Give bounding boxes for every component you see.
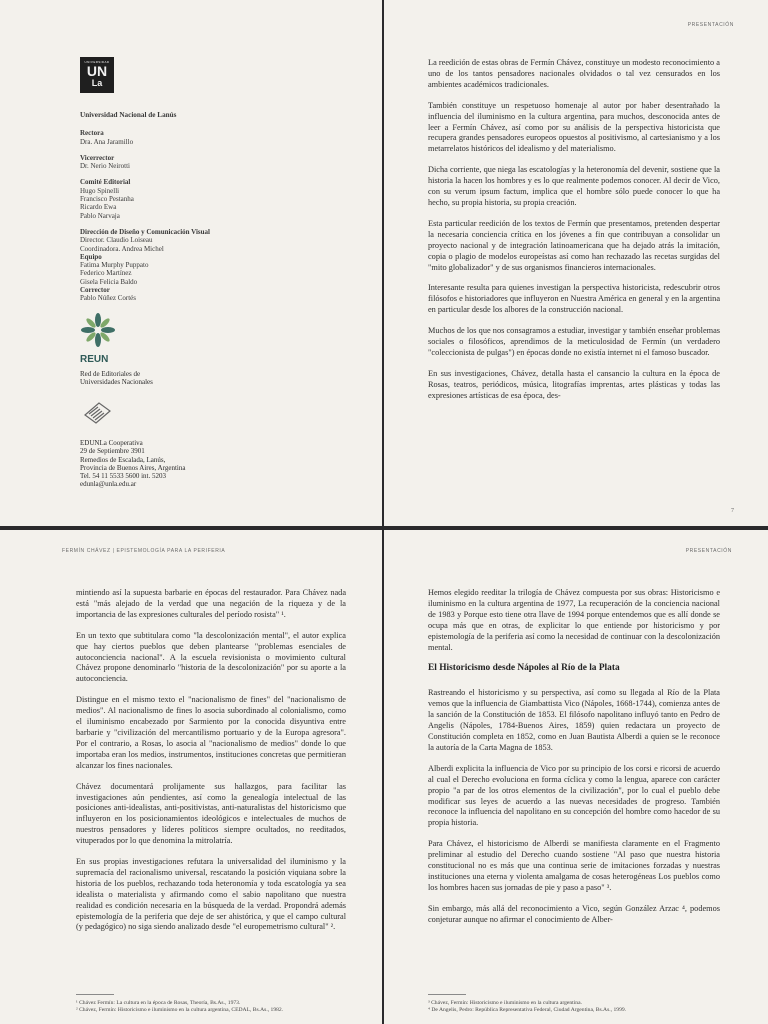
edunla-book-icon <box>80 395 114 429</box>
credits-page <box>0 0 382 526</box>
unla-logo <box>80 57 114 93</box>
reun-line: Red de Editoriales de <box>80 370 141 378</box>
unla-logo-small: UNIVERSIDAD <box>84 60 110 64</box>
credit-title: Comité Editorial <box>80 178 131 187</box>
credit-line: Fatima Murphy Puppato <box>80 261 149 270</box>
credit-vicerrector <box>80 154 280 171</box>
credit-title: Corrector <box>80 286 110 295</box>
paragraph: Para Chávez, el historicismo de Alberdi se manifiesta claramente en el Fragmento preliminar al estudio del Derecho cuando sostiene "Al paso que nuestra historia constitucional no es más que una continua serie de imitaciones forzadas y nuestras instituciones una eterna y violenta amalgama de cosas heterogéneas Los pueblos como los hombres hacen sus jornadas de pie y paso a paso" ³. <box>428 839 720 892</box>
credit-title: Rectora <box>80 129 104 138</box>
running-head: FERMÍN CHÁVEZ | EPISTEMOLOGÍA PARA LA PERIFERIA <box>62 548 226 554</box>
university-name: Universidad Nacional de Lanús <box>80 111 177 119</box>
credit-line: Dr. Nerio Neirotti <box>80 162 130 171</box>
credit-design <box>80 228 280 303</box>
paragraph: También constituye un respetuoso homenaje al autor por haber desentrañado la influencia del iluminismo en la cultura argentina, para muchos, desconocida antes de leer a Fermín Chávez, así como por su análisis de la perspectiva historicista que recupera grandes pensadores europeos opuestos al positivismo, al cartesianismo y a los metarrelatos históricos del idealismo y del materialismo. <box>428 100 720 154</box>
paragraph: mintiendo así la supuesta barbarie en épocas del restaurador. Para Chávez nada está "más alejado de la verdad que una negación de la riqueza y de la importancia de las expresiones culturales del período rosista" ¹. <box>76 588 346 619</box>
reun-name: REUN <box>80 354 109 365</box>
credit-line: Pablo Núñez Cortés <box>80 294 136 303</box>
footnote: ⁴ De Angelis, Pedro: República Representativa Federal, Ciudad Argentina, Bs.As., 1999. <box>428 1006 627 1013</box>
running-head: PRESENTACIÓN <box>685 548 732 554</box>
reun-line: Universidades Nacionales <box>80 378 153 387</box>
credit-line: Gisela Felicia Baldo <box>80 277 138 286</box>
reun-leaf-icon <box>80 312 116 348</box>
edunla-line: Provincia de Buenos Aires, Argentina <box>80 463 186 472</box>
paragraph: Chávez documentará prolijamente sus hallazgos, para facilitar las investigaciones aún pendientes, así como la genealogía intelectual de las posiciones anti-idealistas, anti-positivistas, anti-naturalistas del historicismo que influyeron en los posicionamientos ideológicos e intelectuales de muchos de nuestros pensadores y líderes políticos siempre ocultados, no reeditados, vituperados por lo que denomina la mitrolatría. <box>76 781 346 846</box>
paragraph: Distingue en el mismo texto el "nacionalismo de fines" del "nacionalismo de medios". Al nacionalismo de fines lo asocia subordinado al colonialismo, como el iluminismo encabezado por Sarmiento por la conocida disyuntiva entre barbarie y "civilización del mercantilismo portuario y de la Europa agresora". Por el contrario, a Rosas, lo asocia al "nacionalismo de medios" donde lo que importaba eran los medios, instrumentos, instituciones concretas que permitieran alcanzar los fines nacionales. <box>76 695 346 770</box>
credit-title: Dirección de Diseño y Comunicación Visual <box>80 227 210 236</box>
footnote-rule <box>428 994 466 995</box>
credit-line: Pablo Narvaja <box>80 211 120 220</box>
paragraph: Dicha corriente, que niega las escatologías y la heteronomía del devenir, sostiene que la historia la hacen los hombres y es lo que realmente podemos conocer. Al decir de Vico, con su verum ipsum factum, implica que el hombre sólo puede conocer lo que ha hecho, su propia historia, su propia creación. <box>428 165 720 207</box>
footnote: ² Chávez, Fermín: Historicismo e iluminismo en la cultura argentina, CEDAL, Bs.As., 1982. <box>76 1006 284 1013</box>
essay-page-left <box>0 530 382 1024</box>
intro-paragraph: Hemos elegido reeditar la trilogía de Chávez compuesta por sus obras: Historicismo e iluminismo en la cultura argentina de 1977, La recuperación de la conciencia nacional de 1983 y Porque esto tiene otra llave de 1994 porque entendemos que es allí donde se ocupa más que en otras, de explicitar lo que entiende por historicismo y por epistemología de la periferia así como la necesidad de continuar con la descolonización mental. <box>428 588 720 652</box>
footnotes <box>76 1000 346 1013</box>
credit-line: Dra. Ana Jaramillo <box>80 137 134 146</box>
credit-rectora <box>80 129 280 146</box>
unla-logo-la: La <box>91 78 103 88</box>
paragraph: Esta particular reedición de los textos de Fermín que presentamos, pretenden despertar la necesaria conciencia crítica en los jóvenes a fin que contribuyan a consolidar un proyecto nacional y de integración latinoamericana que ha dejado atrás la imitación, copia o plagio de modelos europeístas así como han rechazado las recetas surgidas del "mito globalizador" y de sus organismos financieros internacionales. <box>428 218 720 272</box>
page-body <box>428 58 720 412</box>
edunla-line: Tel. 54 11 5533 5600 int. 5203 <box>80 472 166 481</box>
credit-line: Ricardo Ewa <box>80 203 117 212</box>
credit-line: Director. Claudio Loiseau <box>80 236 153 245</box>
footnote: ¹ Chávez Fermín: La cultura en la época de Rosas, Theoría, Bs.As., 1973. <box>76 1000 241 1006</box>
page-body <box>428 588 720 936</box>
paragraph: Muchos de los que nos consagramos a estudiar, investigar y también enseñar problemas sociales o filosóficos, aprendimos de la meticulosidad de Fermín (un verdadero "coleccionista de pulgas") en épocas donde no existía internet ni el famoso buscador. <box>428 326 720 357</box>
unla-logo-big: UN <box>86 63 108 79</box>
credit-line: Francisco Pestanha <box>80 195 134 204</box>
paragraph: En sus propias investigaciones refutara la universalidad del iluminismo y la supremacía del racionalismo universal, rescatando la posición viquiana sobre la historia de los pueblos, rechazando toda heteronomía y toda escatología ya sea idealista o materialista y afirmando como el sabio napolitano que nuestra realidad es condición necesaria en la búsqueda de la verdad. Propondrá además epistemología de la periferia que deje de ser ahistórica, y que el campo cultural (y pedagógico) no siga siendo analizado desde "el europemetrismo cultural" ². <box>76 857 346 932</box>
paragraph: En un texto que subtitulara como "la descolonización mental", el autor explica que hay ciertos pueblos que deben plantearse "problemas esenciales de autoconciencia nacional". A la escuela revisionista o movimiento cultural Chávez propone denominarlo "historia de la descolonización" por su aporte a la autoconciencia. <box>76 630 346 684</box>
credits-block <box>80 111 280 311</box>
paragraph: Sin embargo, más allá del reconocimiento a Vico, según González Arzac ⁴, podemos conjeturar aunque no afirmar el conocimiento de Alber- <box>428 903 720 924</box>
credit-title: Vicerrector <box>80 153 115 162</box>
edunla-address <box>80 439 280 489</box>
credit-line: Federico Martínez <box>80 269 132 278</box>
presentation-page-7 <box>384 0 768 526</box>
paragraph: En sus investigaciones, Chávez, detalla hasta el cansancio la cultura en la época de Rosas, teatros, periódicos, música, litografías imprentas, artes plásticas y todas las expresiones artísticas de esa época, des- <box>428 368 720 400</box>
edunla-line: edunla@unla.edu.ar <box>80 480 137 489</box>
credit-comite <box>80 178 280 219</box>
reun-block <box>80 312 280 387</box>
paragraph: La reedición de estas obras de Fermín Chávez, constituye un modesto reconocimiento a uno de los tantos pensadores nacionales olvidados o tal vez censurados en los ambientes académicos tradicionales. <box>428 58 720 89</box>
page-number: 7 <box>731 508 734 514</box>
reun-description <box>80 370 280 387</box>
footnote-rule <box>76 994 114 995</box>
credit-line: Coordinadora. Andrea Michel <box>80 244 164 253</box>
edunla-line: 29 de Septiembre 3901 <box>80 447 145 456</box>
footnotes <box>428 1000 720 1013</box>
paragraph: Rastreando el historicismo y su perspectiva, así como su llegada al Río de la Plata vemos que la influencia de Giambattista Vico (Nápoles, 1668-1744), comienza antes de la sanción de la Constitución de 1853. El filósofo napolitano influyó tanto en Pedro de Angelis (Nápoles, 1784-Buenos Aires, 1859) quien redactara un proyecto de Constitución completa en 1852, como en Juan Bautista Alberdi a quien se le reconoce la autoría de la Carta Magna de 1853. <box>428 688 720 752</box>
edunla-line: Remedios de Escalada, Lanús, <box>80 455 166 464</box>
credit-line: Hugo Spinelli <box>80 186 120 195</box>
paragraph: Alberdi explicita la influencia de Vico por su principio de los corsi e ricorsi de acuerdo al cual el Derecho evoluciona en forma cíclica y como la lengua, aparece con carácter propio "a par de los otros elementos de la civilización", por lo cual el pueblo debe modificar sus leyes de acuerdo a las nuevas necesidades de progreso. También reconoce la influencia del napolitano en su concepción del hombre como hacedor de su propia historia. <box>428 763 720 828</box>
presentation-page-right <box>384 530 768 1024</box>
footnote: ³ Chávez, Fermín: Historicismo e iluminismo en la cultura argentina. <box>428 1000 582 1006</box>
running-head: PRESENTACIÓN <box>687 22 734 28</box>
edunla-line: EDUNLa Cooperativa <box>80 439 143 447</box>
page-body <box>76 588 346 943</box>
section-heading: El Historicismo desde Nápoles al Río de la Plata <box>428 663 620 674</box>
credit-title: Equipo <box>80 252 102 261</box>
paragraph: Interesante resulta para quienes investigan la perspectiva historicista, redescubrir otros filósofos e historiadores que influyeron en Nuestra América en general y en la argentina en particular desde los albores de la construcción nacional. <box>428 283 720 315</box>
